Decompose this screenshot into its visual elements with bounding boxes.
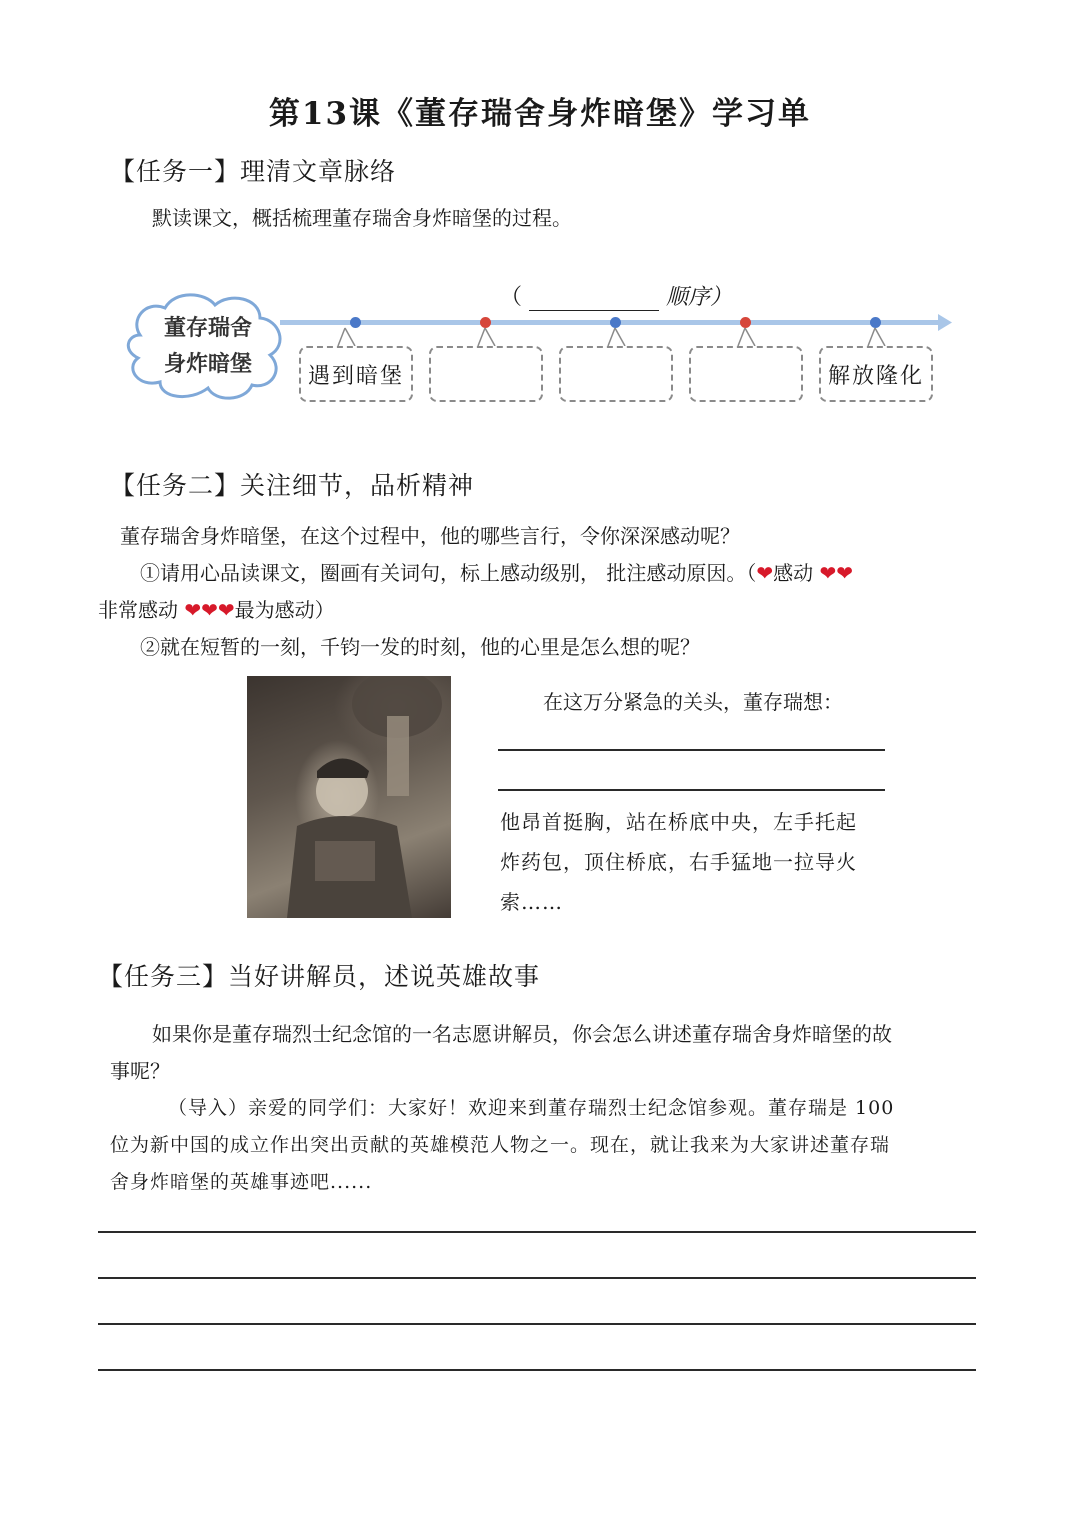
timeline-dot bbox=[870, 317, 881, 328]
heart-icon: ❤❤ bbox=[819, 561, 853, 585]
timeline-box-5: 解放隆化 bbox=[819, 346, 933, 402]
cloud-text-line2: 身炸暗堡 bbox=[163, 351, 252, 377]
thought-prompt: 在这万分紧急的关头，董存瑞想： bbox=[543, 690, 843, 714]
answer-line[interactable] bbox=[498, 749, 885, 751]
task3-question-l1: 如果你是董存瑞烈士纪念馆的一名志愿讲解员，你会怎么讲述董存瑞舍身炸暗堡的故 bbox=[152, 1022, 892, 1046]
writing-line[interactable] bbox=[98, 1277, 976, 1279]
task1-instruction: 默读课文，概括梳理董存瑞舍身炸暗堡的过程。 bbox=[152, 206, 572, 230]
intro-line: 舍身炸暗堡的英雄事迹吧...... bbox=[110, 1171, 373, 1193]
intro-line: （导入）亲爱的同学们：大家好！欢迎来到董存瑞烈士纪念馆参观。董存瑞是 100 bbox=[168, 1097, 895, 1119]
timeline-dot bbox=[350, 317, 361, 328]
timeline-dot bbox=[740, 317, 751, 328]
task3-heading: 【任务三】当好讲解员，述说英雄故事 bbox=[98, 962, 541, 991]
task3-question-l2: 事呢？ bbox=[110, 1059, 170, 1083]
cloud-text-line1: 董存瑞舍 bbox=[163, 315, 252, 341]
hero-photo bbox=[247, 676, 451, 918]
hero-photo-art bbox=[247, 676, 451, 918]
connectors bbox=[338, 328, 885, 346]
answer-line[interactable] bbox=[498, 789, 885, 791]
page-title: 第13课《董存瑞舍身炸暗堡》学习单 bbox=[268, 96, 812, 132]
timeline-box-1: 遇到暗堡 bbox=[299, 346, 413, 402]
order-label-open: （ bbox=[500, 285, 523, 310]
task1-heading: 【任务一】理清文章脉络 bbox=[110, 157, 397, 186]
step1-level1: 感动 bbox=[773, 561, 820, 585]
writing-line[interactable] bbox=[98, 1369, 976, 1371]
timeline-dot bbox=[480, 317, 491, 328]
task2-step1 bbox=[140, 555, 853, 592]
passage-line: 炸药包，顶住桥底，右手猛地一拉导火 bbox=[500, 850, 857, 874]
timeline-arrow-head bbox=[938, 314, 952, 331]
timeline-dot bbox=[610, 317, 621, 328]
task2-heading: 【任务二】关注细节，品析精神 bbox=[110, 471, 475, 500]
timeline-box-4[interactable] bbox=[689, 346, 803, 402]
task2-question: 董存瑞舍身炸暗堡，在这个过程中，他的哪些言行，令你深深感动呢？ bbox=[120, 524, 740, 548]
cloud-text bbox=[158, 310, 258, 382]
heart-icon: ❤❤❤ bbox=[184, 598, 235, 622]
intro-line: 位为新中国的成立作出突出贡献的英雄模范人物之一。现在，就让我来为大家讲述董存瑞 bbox=[110, 1134, 891, 1156]
passage-line: 索…… bbox=[500, 890, 563, 914]
passage-line: 他昂首挺胸，站在桥底中央，左手托起 bbox=[500, 810, 857, 834]
timeline-box-3[interactable] bbox=[559, 346, 673, 402]
task2-step2: ②就在短暂的一刻，千钧一发的时刻，他的心里是怎么想的呢？ bbox=[140, 635, 700, 659]
passage-excerpt bbox=[500, 802, 857, 922]
task3-intro bbox=[110, 1090, 894, 1201]
writing-line[interactable] bbox=[98, 1323, 976, 1325]
order-label-close: 顺序） bbox=[666, 285, 733, 310]
heart-icon: ❤ bbox=[756, 561, 774, 585]
writing-line[interactable] bbox=[98, 1231, 976, 1233]
step1-level3: 最为感动） bbox=[234, 598, 335, 622]
step1-text: ①请用心品读课文，圈画有关词句，标上感动级别， 批注感动原因。（ bbox=[140, 561, 757, 585]
timeline-box-2[interactable] bbox=[429, 346, 543, 402]
task2-step1-cont bbox=[98, 592, 335, 629]
step1-level2: 非常感动 bbox=[98, 598, 185, 622]
